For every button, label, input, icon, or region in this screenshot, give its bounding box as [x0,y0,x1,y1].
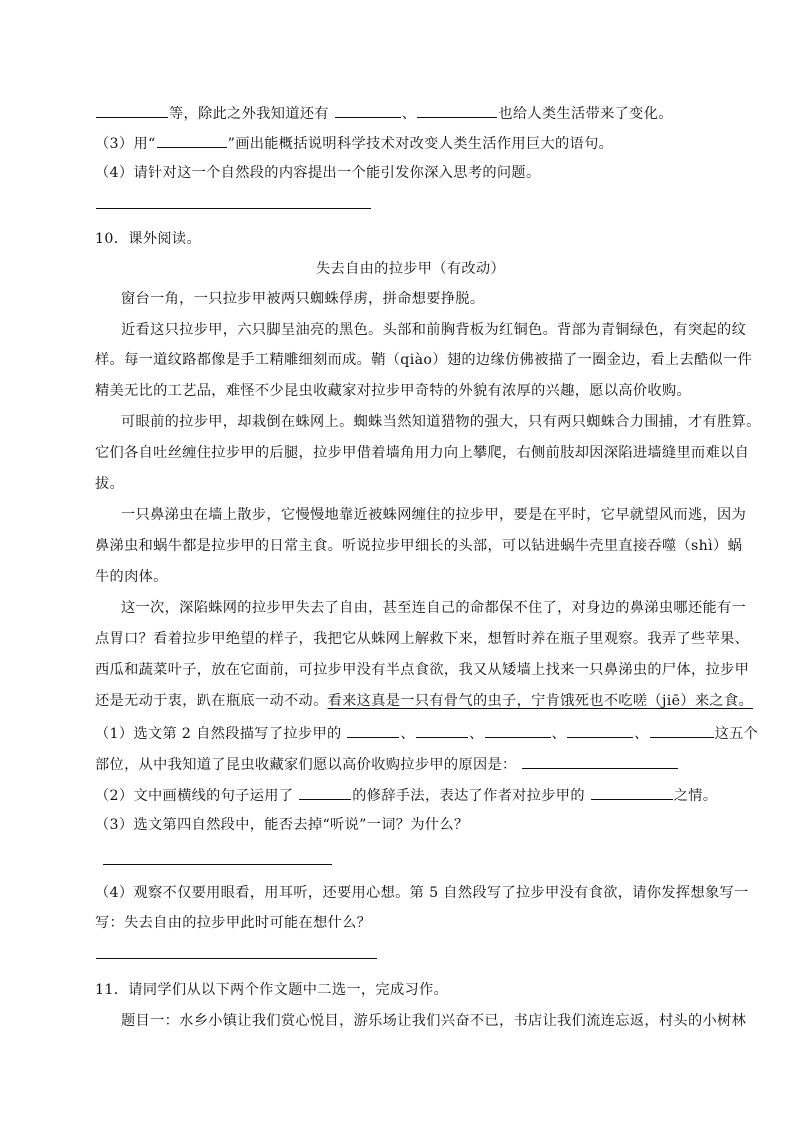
passage-p2-line3: 精美无比的工艺品，难怪不少昆虫收藏家对拉步甲奇特的外貌有浓厚的兴趣，愿以高价收购。 [95,383,692,399]
passage-p4-line2: 鼻涕虫和蜗牛都是拉步甲的日常主食。听说拉步甲细长的头部，可以钻进蜗牛壳里直接吞噬（shì）蜗 [95,538,743,554]
q10-sub-4-line2: 写：失去自由的拉步甲此时可能在想什么？ [95,915,372,931]
q10-sub-3: （3）选文第四自然段中，能否去掉“听说”一词？为什么？ [95,817,469,833]
essay-topic-1: 题目一：水乡小镇让我们赏心悦目，游乐场让我们兴奋不已，书店让我们流连忘返，村头的小树林 [121,1013,747,1029]
q9-sub-3: （3）用“ ”画出能概括说明科学技术对改变人类生活作用巨大的语句。 [95,132,613,154]
question-11-header: 11．请同学们从以下两个作文题中二选一，完成习作。 [95,982,449,998]
underlined-sentence: 看来这真是一只有骨气的虫子，宁肯饿死也不吃嗟（jiē）来之食。 [327,693,754,709]
answer-blank[interactable] [96,102,168,118]
answer-blank[interactable] [347,722,399,738]
answer-blank[interactable] [485,722,551,738]
q10-sub-1-line1: （1）选文第 2 自然段描写了拉步甲的 、 、 、 、 这五个 [95,722,758,744]
answer-line[interactable] [96,208,371,209]
passage-p5-line4: 还是无动于衷，趴在瓶底一动不动。看来这真是一只有骨气的虫子，宁肯饿死也不吃嗟（jiē）来之食。 [95,693,754,709]
q10-sub-1-line2: 部位，从中我知道了昆虫收藏家们愿以高价收购拉步甲的原因是： [95,753,679,775]
answer-line[interactable] [103,864,332,865]
answer-blank[interactable] [522,753,678,769]
answer-blank[interactable] [567,722,633,738]
answer-blank[interactable] [416,722,468,738]
passage-p5-line3: 西瓜和蔬菜叶子，放在它面前，可拉步甲没有半点食欲，我又从矮墙上找来一只鼻涕虫的尸体，拉步甲 [95,662,750,678]
q10-sub-4-line1: （4）观察不仅要用眼看，用耳听，还要用心想。第 5 自然段写了拉步甲没有食欲，请你发挥想象写一 [95,885,749,901]
q9-line-1: 等，除此之外我知道还有 、 也给人类生活带来了变化。 [95,102,673,124]
answer-blank[interactable] [299,784,351,800]
q10-sub-2: （2）文中画横线的句子运用了 的修辞手法，表达了作者对拉步甲的 之情。 [95,784,717,806]
passage-p5-line2: 点胃口？看着拉步甲绝望的样子，我把它从蛛网上解救下来，想暂时养在瓶子里观察。我弄了些苹果、 [95,631,750,647]
passage-p2-line1: 近看这只拉步甲，六只脚呈油亮的黑色。头部和前胸背板为红铜色。背部为青铜绿色，有突起的纹 [121,322,747,338]
answer-blank[interactable] [650,722,714,738]
answer-blank[interactable] [157,132,227,148]
passage-p3-line1: 可眼前的拉步甲，却栽倒在蛛网上。蜘蛛当然知道猎物的强大，只有两只蜘蛛合力围捕，才有胜算。 [121,414,761,430]
answer-blank[interactable] [417,102,497,118]
passage-p4-line3: 牛的肉体。 [95,569,168,585]
passage-p3-line2: 它们各自吐丝缠住拉步甲的后腿，拉步甲借着墙角用力向上攀爬，右侧前肢却因深陷进墙缝里而难以自 [95,445,750,461]
answer-blank[interactable] [591,784,673,800]
passage-p3-line3: 拔。 [95,476,125,492]
answer-line[interactable] [96,958,377,959]
passage-p1: 窗台一角，一只拉步甲被两只蜘蛛俘虏，拼命想要挣脱。 [121,291,485,307]
passage-p5-line1: 这一次，深陷蛛网的拉步甲失去了自由，甚至连自己的命都保不住了，对身边的鼻涕虫哪还能有一 [121,600,747,616]
passage-p4-line1: 一只鼻涕虫在墙上散步，它慢慢地靠近被蛛网缠住的拉步甲，要是在平时，它早就望风而逃，因为 [121,507,747,523]
q9-sub-4: （4）请针对这一个自然段的内容提出一个能引发你深入思考的问题。 [95,165,541,181]
passage-p2-line2: 样。每一道纹路都像是手工精雕细刻而成。鞘（qiào）翅的边缘仿佛被描了一圈金边，看上去酷似一件 [95,352,753,368]
passage-title: 失去自由的拉步甲（有改动） [316,261,505,277]
answer-blank[interactable] [335,102,401,118]
question-10-header: 10．课外阅读。 [95,231,201,247]
